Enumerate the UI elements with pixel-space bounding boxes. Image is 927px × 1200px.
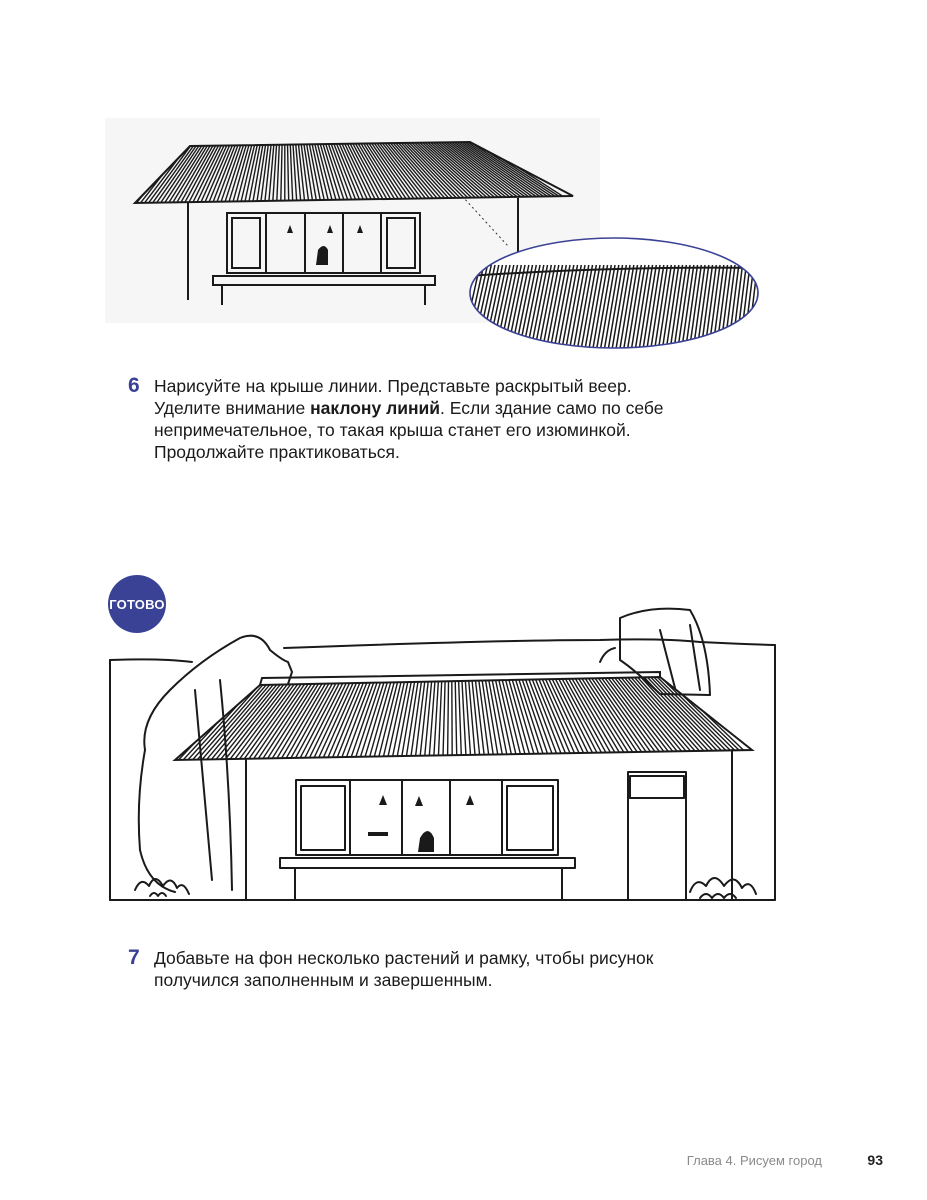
- step-6: [128, 375, 674, 463]
- roof-sketch-illustration: [100, 110, 780, 360]
- step-7-number: 7: [128, 946, 140, 969]
- finished-house-illustration: [100, 600, 790, 915]
- footer-chapter-title: Глава 4. Рисуем город: [686, 1153, 822, 1168]
- page-footer: [0, 1152, 927, 1172]
- step-6-text-part1: Нарисуйте на крыше линии. Представьте раскрытый веер. Уделите внимание: [154, 376, 632, 418]
- step-7: [128, 947, 674, 991]
- page-number: 93: [867, 1152, 883, 1168]
- step-7-text: Добавьте на фон несколько растений и рамку, чтобы рисунок получился заполненным и завершенным.: [154, 948, 654, 990]
- done-badge: ГОТОВО: [108, 575, 166, 633]
- step-6-number: 6: [128, 374, 140, 397]
- step-6-text-part2: . Если здание само по себе непримечательное, то такая крыша станет его изюминкой. Продолжайте практиковаться.: [154, 398, 664, 462]
- step-6-text-bold: наклону линий: [310, 398, 441, 418]
- step-6-text: [154, 375, 674, 463]
